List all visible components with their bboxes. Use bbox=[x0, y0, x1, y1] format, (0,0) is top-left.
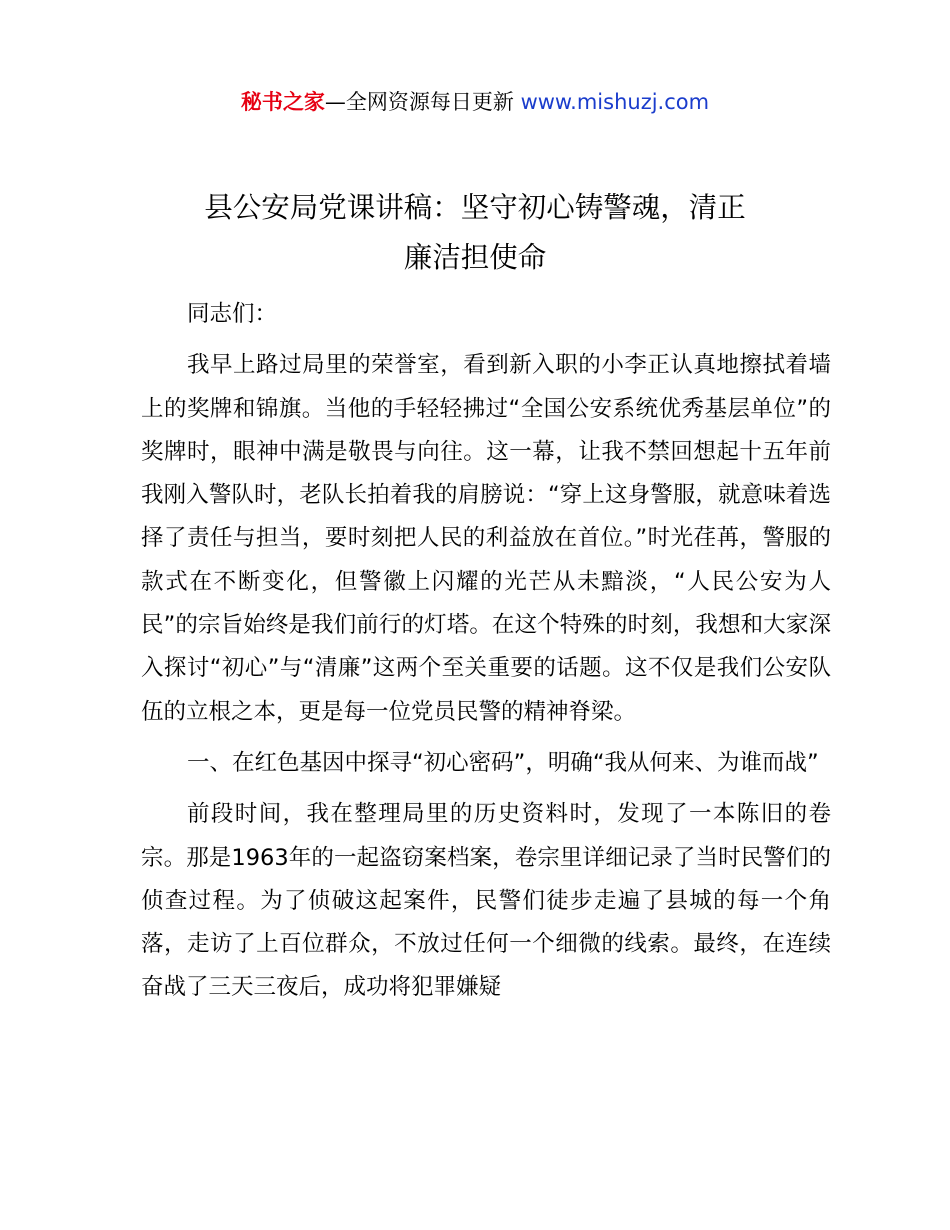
document-body bbox=[141, 293, 831, 1010]
site-header bbox=[0, 86, 950, 118]
header-tagline: —全网资源每日更新 bbox=[324, 90, 521, 114]
body-paragraph: 我早上路过局里的荣誉室，看到新入职的小李正认真地擦拭着墙上的奖牌和锦旗。当他的手轻轻拂过“全国公安系统优秀基层单位”的奖牌时，眼神中满是敬畏与向往。这一幕，让我不禁回想起十五年前我刚入警队时，老队长拍着我的肩膀说：“穿上这身警服，就意味着选择了责任与担当，要时刻把人民的利益放在首位。”时光荏苒，警服的款式在不断变化，但警徽上闪耀的光芒从未黯淡，“人民公安为人民”的宗旨始终是我们前行的灯塔。在这个特殊的时刻，我想和大家深入探讨“初心”与“清廉”这两个至关重要的话题。这不仅是我们公安队伍的立根之本，更是每一位党员民警的精神脊梁。 bbox=[141, 352, 831, 725]
document-title bbox=[100, 183, 850, 283]
brand-name: 秘书之家 bbox=[240, 90, 325, 114]
title-line-2: 廉洁担使命 bbox=[403, 241, 547, 274]
title-line-1: 县公安局党课讲稿：坚守初心铸警魂，清正 bbox=[204, 191, 746, 224]
section-heading: 一、在红色基因中探寻“初心密码”，明确“我从何来、为谁而战” bbox=[187, 749, 819, 776]
body-paragraph: 前段时间，我在整理局里的历史资料时，发现了一本陈旧的卷宗。那是1963年的一起盗窃案档案，卷宗里详细记录了当时民警们的侦查过程。为了侦破这起案件，民警们徒步走遍了县城的每一个角落，走访了上百位群众，不放过任何一个细微的线索。最终，在连续奋战了三天三夜后，成功将犯罪嫌疑 bbox=[141, 801, 831, 1001]
salutation: 同志们： bbox=[187, 301, 278, 327]
site-url-link[interactable]: www.mishuzj.com bbox=[520, 90, 710, 114]
